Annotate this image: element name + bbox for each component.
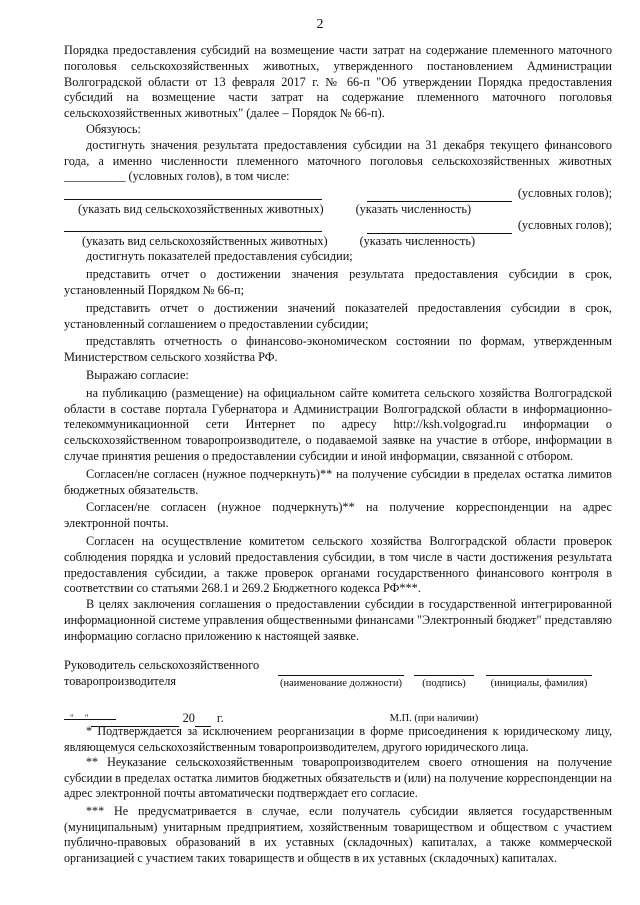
fill-row-1 xyxy=(64,186,612,202)
footnote-2: ** Неуказание сельскохозяйственным товаропроизводителем своего отношения на получение субсидии в пределах остатка лимитов бюджетных обязательств и (или) на получение корреспонденции на адрес электронной почты автоматически подтверждает его согласие. xyxy=(64,755,612,801)
fill-row-suffix-1: (условных голов); xyxy=(517,186,612,201)
page-number: 2 xyxy=(316,17,324,32)
signature-hint: (подпись) xyxy=(422,678,466,690)
date-day: " " xyxy=(70,713,89,724)
consent-publication: на публикацию (размещение) на официальном сайте комитета сельского хозяйства Волгоградской области в составе портала Губернатора и Администрации Волгоградской области в информационно-телекоммуникационной сети Интернет по адресу http://ksh.volgograd.ru информации о сельскохозяйственном товаропроизводителе, о подаваемой заявке на участие в отборе, информации в случае принятия решения о предоставлении субсидии и иной информации, связанной с отбором. xyxy=(64,385,612,463)
head-label: Руководитель сельскохозяйственного товаропроизводителя xyxy=(64,658,260,689)
date-year-prefix: 20 xyxy=(182,711,195,726)
hint-count-2: (указать численность) xyxy=(359,233,476,248)
stamp-label: М.П. (при наличии) xyxy=(389,713,479,725)
count-blank-1 xyxy=(367,188,512,202)
date-year-suffix: г. xyxy=(216,711,224,726)
name-hint: (инициалы, фамилия) xyxy=(490,678,588,690)
hint-count-1: (указать численность) xyxy=(355,201,472,216)
obligation-financial-reporting: представлять отчетность о финансово-экономическом состоянии по формам, утвержденным Министерством сельского хозяйства РФ. xyxy=(64,334,612,365)
hint-animal-type-1: (указать вид сельскохозяйственных животных) xyxy=(78,201,324,216)
fill-row-hints-1 xyxy=(64,202,612,218)
footnote-1: * Подтверждается за исключением реорганизации в форме присоединения к юридическому лицу, являющемуся сельскохозяйственным товаропроизводителем, другого юридического лица. xyxy=(64,724,612,754)
obligations-heading: Обязуюсь: xyxy=(86,121,141,136)
fill-row-hints-2 xyxy=(64,234,612,250)
consent-budget-limits: Согласен/не согласен (нужное подчеркнуть)** на получение субсидии в пределах остатка лимитов бюджетных обязательств. xyxy=(64,466,612,497)
signature-block xyxy=(64,658,612,692)
footnotes xyxy=(64,724,612,866)
consent-email: Согласен/не согласен (нужное подчеркнуть)** на получение корреспонденции на адрес электронной почты. xyxy=(64,500,612,531)
animal-type-blank-2 xyxy=(64,218,322,232)
footnote-3: *** Не предусматривается в случае, если получатель субсидии является государственным (муниципальным) унитарным предприятием, хозяйственным товариществом и обществом с участием публично-правовых образований в их уставных (складочных) капиталах, а также коммерческой организацией с участием таких товариществ и обществ в их уставных (складочных) капиталах. xyxy=(64,803,612,865)
consent-heading: Выражаю согласие: xyxy=(86,367,189,382)
obligation-indicators: достигнуть показателей предоставления субсидии; xyxy=(86,249,353,264)
consent-electronic-budget: В целях заключения соглашения о предоставлении субсидии в государственной интегрированной информационной системе управления общественными финансами "Электронный бюджет" представляю информацию согласно приложению к настоящей заявке. xyxy=(64,597,612,643)
obligation-report-indicators: представить отчет о достижении значений показателей предоставления субсидии в срок, установленный соглашением о предоставлении субсидии; xyxy=(64,300,612,331)
fill-row-suffix-2: (условных голов); xyxy=(517,217,612,232)
document-body xyxy=(64,43,612,727)
footnote-rule xyxy=(64,719,116,720)
obligation-result: достигнуть значения результата предоставления субсидии на 31 декабря текущего финансового года, а именно численности племенного маточного поголовья сельскохозяйственных животных __________ (условных голов), в том числе: xyxy=(64,137,612,184)
hint-animal-type-2: (указать вид сельскохозяйственных животных) xyxy=(82,233,328,248)
fill-row-2 xyxy=(64,218,612,234)
obligation-report-result: представить отчет о достижении значения результата предоставления субсидии в срок, установленный Порядком № 66-п; xyxy=(64,267,612,297)
position-hint: (наименование должности) xyxy=(279,678,403,690)
animal-type-blank-1 xyxy=(64,186,322,200)
count-blank-2 xyxy=(367,220,512,234)
consent-inspections: Согласен на осуществление комитетом сельского хозяйства Волгоградской области проверок соблюдения порядка и условий предоставления субсидии, в том числе в части достижения результата предоставления субсидии, а также проверок органами государственного финансового контроля в соответствии со статьями 268.1 и 269.2 Бюджетного кодекса РФ***. xyxy=(64,533,612,596)
intro-paragraph: Порядка предоставления субсидий на возмещение части затрат на содержание племенного маточного поголовья сельскохозяйственных животных, утвержденного постановлением Администрации Волгоградской области от 13 февраля 2017 г. № 66-п "Об утверждении Порядка предоставления субсидий на возмещение части затрат на содержание племенного маточного поголовья сельскохозяйственных животных" (далее – Порядок № 66-п). xyxy=(64,43,612,121)
